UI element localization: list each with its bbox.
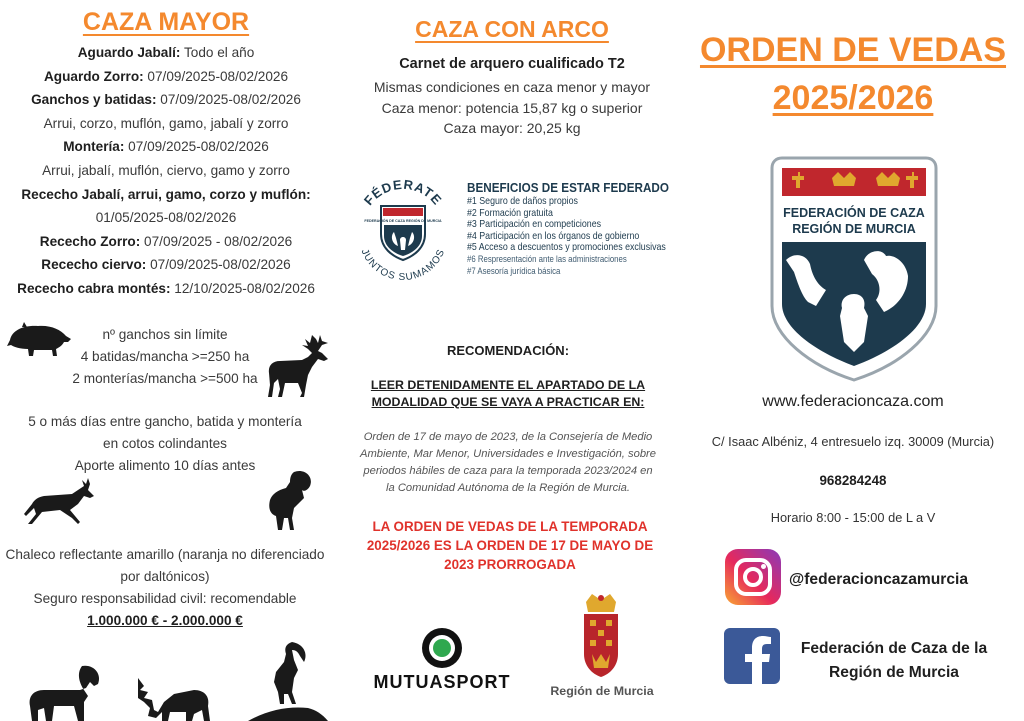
svg-text:JUNTOS SUMAMOS: JUNTOS SUMAMOS	[358, 247, 448, 282]
orden-line: periodos hábiles de caza para la temporada 2023/2024 en	[363, 465, 653, 477]
alert-line: LA ORDEN DE VEDAS DE LA TEMPORADA	[372, 519, 648, 534]
arco-line: Mismas condiciones en caza menor y mayor	[373, 79, 651, 95]
grazing-deer-icon	[134, 672, 214, 721]
caza-arco-subtitle: Carnet de arquero cualificado T2	[399, 56, 625, 72]
mouflon-icon	[264, 468, 316, 532]
svg-text:REGIÓN DE MURCIA: REGIÓN DE MURCIA	[792, 222, 916, 236]
facebook-line: Federación de Caza de la	[800, 640, 988, 657]
leer-block	[348, 377, 668, 410]
deer-icon	[262, 333, 334, 399]
beneficio-item: #3 Participación en competiciones	[467, 219, 602, 231]
caza-mayor-periods	[0, 41, 332, 301]
period-row: 01/05/2025-08/02/2026	[95, 210, 237, 226]
facebook-icon[interactable]	[724, 628, 780, 684]
alert-line: 2025/2026 ES LA ORDEN DE 17 DE MAYO DE	[366, 538, 654, 553]
instagram-handle[interactable]: @federacioncazamurcia	[789, 571, 969, 588]
period-row: Rececho Zorro: 07/09/2025 - 08/02/2026	[39, 233, 293, 249]
alert-block	[340, 517, 680, 574]
limit-line: 2 monterías/mancha >=500 ha	[72, 371, 258, 386]
orden-title	[688, 26, 1018, 122]
limits-block	[60, 324, 270, 390]
facebook-line: Región de Murcia	[829, 664, 959, 681]
colindantes-line: Aporte alimento 10 días antes	[74, 458, 256, 473]
period-row: Rececho cabra montés: 12/10/2025-08/02/2026	[17, 280, 315, 296]
arco-line: Caza mayor: 20,25 kg	[443, 120, 581, 136]
ibex-icon	[248, 640, 328, 721]
period-row: Aguardo Jabalí: Todo el año	[77, 45, 255, 60]
svg-text:FEDERACIÓN DE CAZA: FEDERACIÓN DE CAZA	[783, 206, 925, 220]
orden-line: la Comunidad Autónoma de la Región de Murcia.	[386, 482, 630, 494]
orden-citation	[348, 429, 668, 497]
mutuasport-name: MUTUASPORT	[373, 672, 511, 692]
leer-line: MODALIDAD QUE SE VAYA A PRACTICAR EN:	[371, 394, 645, 409]
website-link[interactable]: www.federacioncaza.com	[762, 393, 944, 410]
caza-mayor-title: CAZA MAYOR	[82, 8, 250, 36]
alert-line: 2023 PRORROGADA	[444, 557, 576, 572]
roe-deer-icon	[22, 476, 98, 526]
orden-line: Ambiente, Mar Menor, Universidades e Investigación, sobre	[360, 448, 656, 460]
arco-line: Caza menor: potencia 15,87 kg o superior	[381, 99, 643, 116]
caza-arco-title: CAZA CON ARCO	[415, 16, 609, 42]
federacion-logo-icon	[768, 156, 940, 382]
beneficio-item: #2 Formación gratuita	[467, 207, 553, 219]
mutuasport-logo-icon	[421, 627, 463, 669]
caza-arco-lines	[348, 77, 676, 139]
beneficio-item: #7 Asesoría jurídica básica	[467, 265, 561, 276]
beneficio-item: #5 Acceso a descuentos y promociones exclusivas	[467, 242, 666, 254]
recomendacion-title: RECOMENDACIÓN:	[446, 343, 570, 358]
svg-text:FÉDERATE: FÉDERATE	[360, 176, 446, 209]
limit-line: nº ganchos sin límite	[102, 327, 228, 342]
limit-line: 4 batidas/mancha >=250 ha	[80, 349, 250, 364]
chaleco-line: Chaleco reflectante amarillo (naranja no diferenciado	[5, 547, 325, 562]
chaleco-block	[0, 544, 330, 632]
facebook-name[interactable]	[784, 637, 1004, 685]
beneficios-list	[467, 196, 666, 277]
orden-line: Orden de 17 de mayo de 2023, de la Consejería de Medio	[363, 431, 653, 443]
svg-text:FEDERACIÓN DE CAZA REGIÓN DE M: FEDERACIÓN DE CAZA REGIÓN DE MURCIA	[364, 219, 442, 223]
chaleco-line: por daltónicos)	[120, 569, 210, 584]
period-row: Montería: 07/09/2025-08/02/2026	[63, 139, 269, 155]
phone[interactable]: 968284248	[819, 473, 887, 488]
instagram-icon[interactable]	[724, 548, 782, 606]
federate-badge-icon	[350, 176, 456, 282]
seguro-line: Seguro responsabilidad civil: recomendable	[33, 591, 297, 606]
beneficio-item: #6 Respresentación ante las administraciones	[467, 253, 627, 264]
beneficio-item: #4 Participación en los órganos de gobierno	[467, 230, 640, 242]
mouflon-silhouette-icon	[24, 662, 104, 721]
beneficio-item: #1 Seguro de daños propios	[467, 196, 578, 207]
orden-title-line1: ORDEN DE VEDAS	[699, 31, 1007, 69]
horario: Horario 8:00 - 15:00 de L a V	[770, 510, 936, 525]
address: C/ Isaac Albéniz, 4 entresuelo izq. 30009 (Murcia)	[711, 434, 995, 449]
period-row: Aguardo Zorro: 07/09/2025-08/02/2026	[43, 68, 289, 84]
seguro-amount: 1.000.000 € - 2.000.000 €	[87, 613, 243, 628]
beneficios-title: BENEFICIOS DE ESTAR FEDERADO	[467, 180, 669, 195]
beneficios-block	[467, 180, 687, 277]
orden-title-line2: 2025/2026	[772, 79, 934, 117]
leer-line: LEER DETENIDAMENTE EL APARTADO DE LA	[370, 378, 646, 392]
period-row: Arrui, jabalí, muflón, ciervo, gamo y zorro	[42, 162, 290, 178]
period-row: Ganchos y batidas: 07/09/2025-08/02/2026	[31, 92, 301, 108]
period-row: Arrui, corzo, muflón, gamo, jabalí y zorro	[43, 115, 289, 131]
colindantes-line: 5 o más días entre gancho, batida y montería	[28, 414, 302, 429]
colindantes-line: en cotos colindantes	[103, 436, 227, 451]
period-row: Rececho Jabalí, arrui, gamo, corzo y muflón:	[21, 186, 311, 202]
region-murcia-label: Región de Murcia	[550, 684, 654, 698]
region-murcia-crest-icon	[578, 592, 624, 678]
period-row: Rececho ciervo: 07/09/2025-08/02/2026	[41, 257, 291, 273]
